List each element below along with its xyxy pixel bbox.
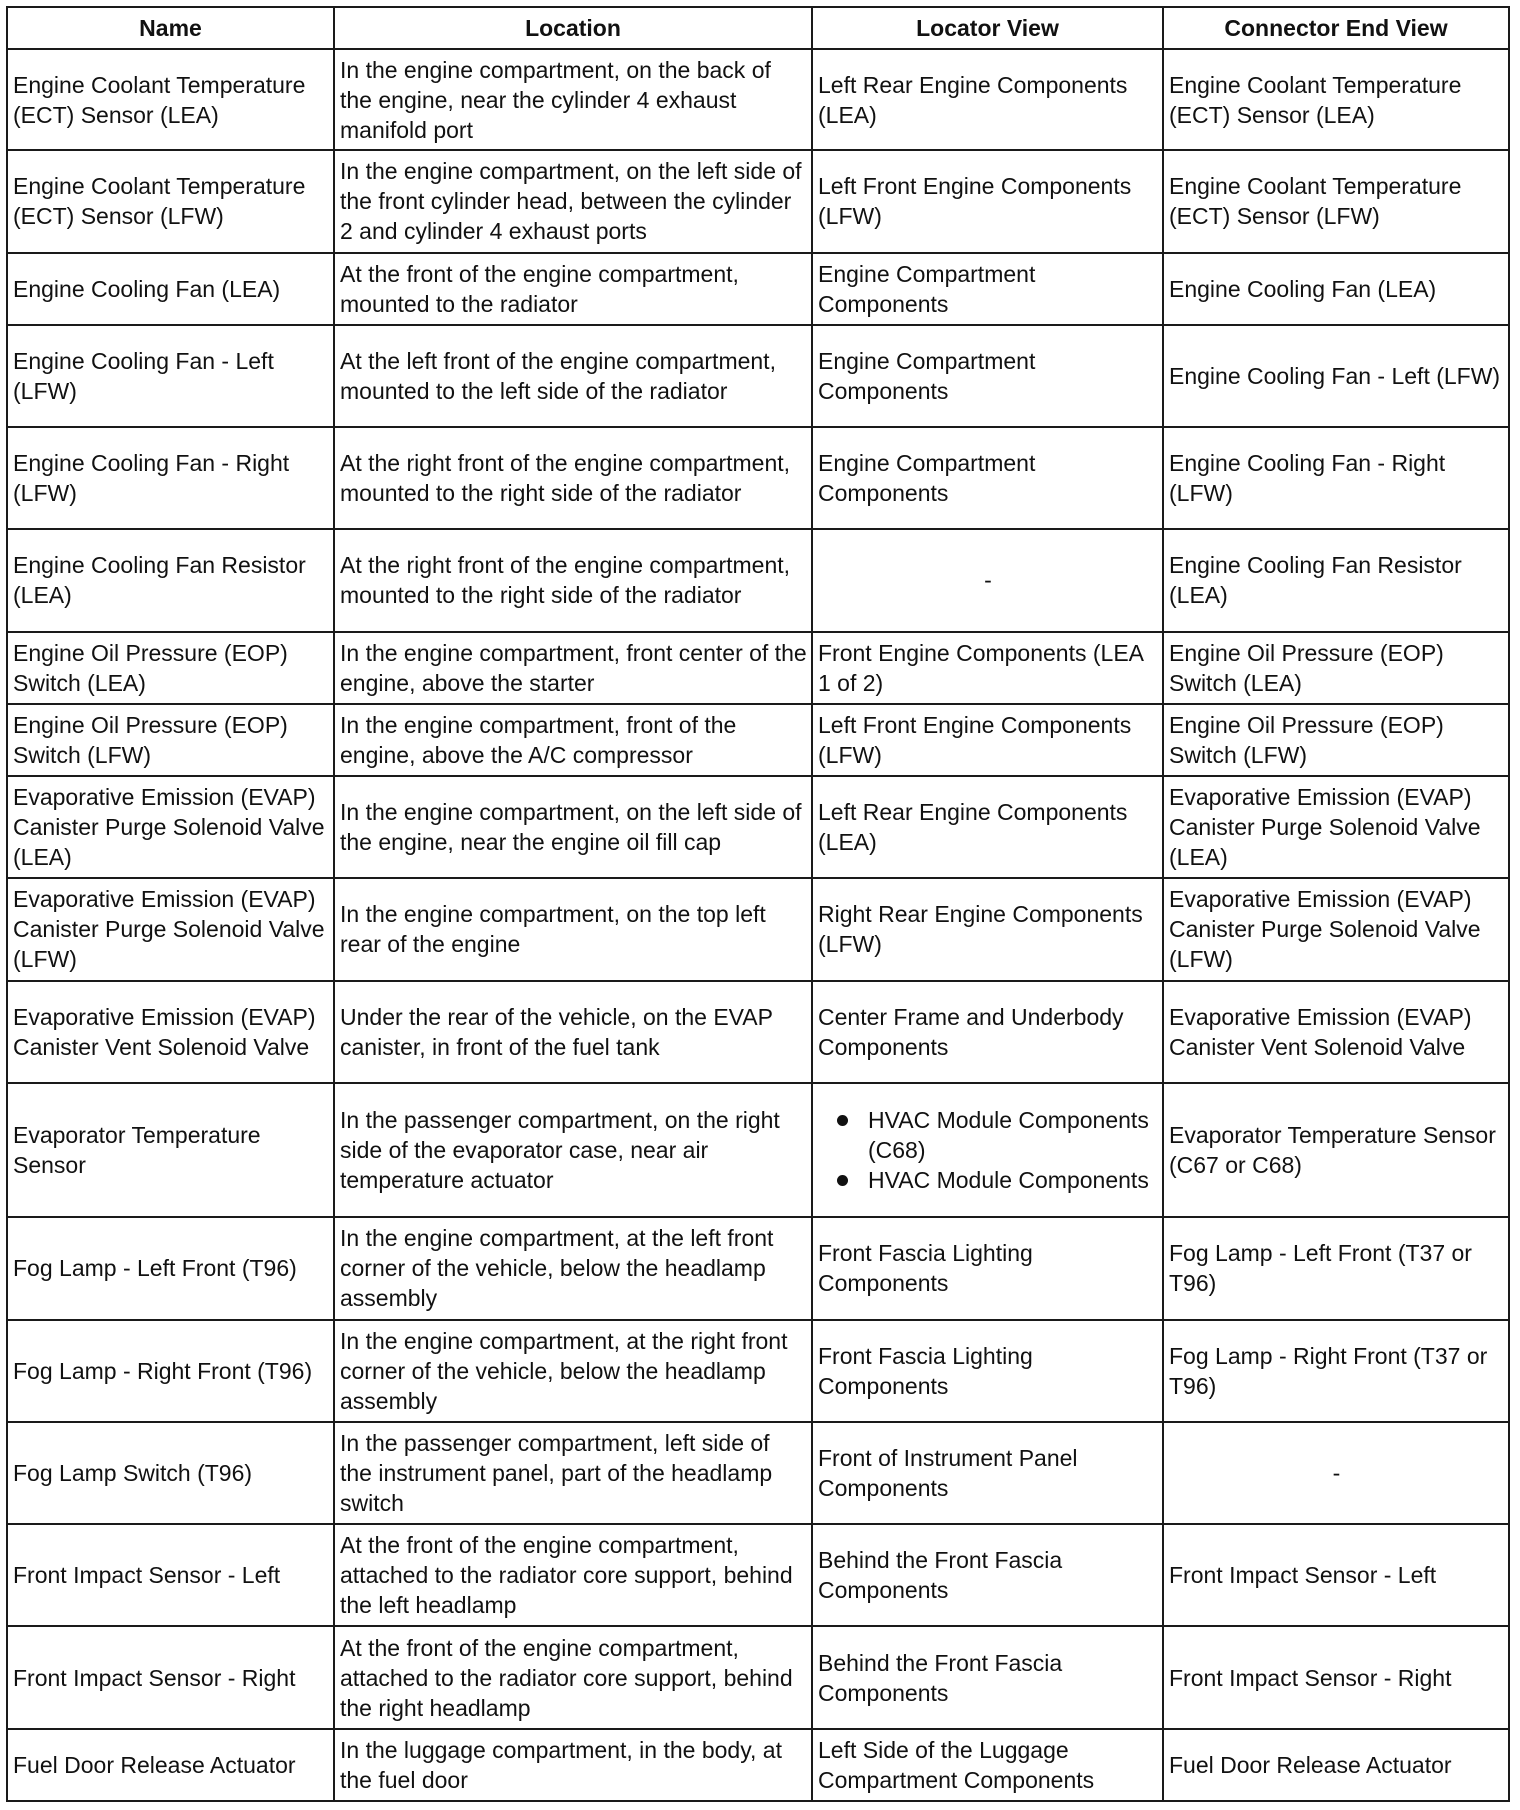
- cell-name: Fog Lamp - Right Front (T96): [7, 1320, 334, 1422]
- cell-connector-end-view: Fog Lamp - Right Front (T37 or T96): [1163, 1320, 1509, 1422]
- table-row: [7, 878, 1509, 980]
- cell-name: Engine Coolant Temperature (ECT) Sensor (LFW): [7, 150, 334, 252]
- cell-name: Engine Coolant Temperature (ECT) Sensor (LEA): [7, 49, 334, 150]
- cell-location: In the engine compartment, on the top left rear of the engine: [334, 878, 812, 980]
- list-item: HVAC Module Components: [834, 1165, 1158, 1195]
- table-row: [7, 150, 1509, 252]
- cell-connector-end-view: Engine Cooling Fan Resistor (LEA): [1163, 529, 1509, 631]
- cell-location: At the front of the engine compartment, attached to the radiator core support, behind the right headlamp: [334, 1626, 812, 1728]
- locator-view-list: [818, 1105, 1158, 1195]
- header-connector-end-view: Connector End View: [1163, 7, 1509, 49]
- cell-name: Evaporative Emission (EVAP) Canister Purge Solenoid Valve (LEA): [7, 776, 334, 878]
- cell-location: In the luggage compartment, in the body, at the fuel door: [334, 1729, 812, 1801]
- cell-location: In the engine compartment, at the left front corner of the vehicle, below the headlamp assembly: [334, 1217, 812, 1319]
- table-row: [7, 253, 1509, 325]
- table-row: [7, 632, 1509, 704]
- cell-locator-view: Engine Compartment Components: [812, 427, 1163, 529]
- cell-locator-view: Left Front Engine Components (LFW): [812, 150, 1163, 252]
- table-row: [7, 704, 1509, 776]
- cell-connector-end-view: Engine Oil Pressure (EOP) Switch (LFW): [1163, 704, 1509, 776]
- cell-connector-end-view: Fog Lamp - Left Front (T37 or T96): [1163, 1217, 1509, 1319]
- cell-locator-view: Left Side of the Luggage Compartment Components: [812, 1729, 1163, 1801]
- table-row: [7, 1083, 1509, 1217]
- cell-locator-view: Front of Instrument Panel Components: [812, 1422, 1163, 1524]
- cell-location: In the engine compartment, at the right front corner of the vehicle, below the headlamp assembly: [334, 1320, 812, 1422]
- cell-location: In the engine compartment, on the left side of the engine, near the engine oil fill cap: [334, 776, 812, 878]
- cell-connector-end-view: Evaporative Emission (EVAP) Canister Vent Solenoid Valve: [1163, 981, 1509, 1083]
- cell-locator-view: Left Rear Engine Components (LEA): [812, 49, 1163, 150]
- cell-connector-end-view: Engine Cooling Fan - Right (LFW): [1163, 427, 1509, 529]
- cell-connector-end-view: Engine Coolant Temperature (ECT) Sensor (LEA): [1163, 49, 1509, 150]
- header-location: Location: [334, 7, 812, 49]
- header-name: Name: [7, 7, 334, 49]
- cell-location: In the engine compartment, on the back of the engine, near the cylinder 4 exhaust manifold port: [334, 49, 812, 150]
- table-row: [7, 1626, 1509, 1728]
- cell-name: Evaporative Emission (EVAP) Canister Purge Solenoid Valve (LFW): [7, 878, 334, 980]
- cell-name: Fog Lamp - Left Front (T96): [7, 1217, 334, 1319]
- cell-locator-view: -: [812, 529, 1163, 631]
- cell-connector-end-view: Engine Cooling Fan (LEA): [1163, 253, 1509, 325]
- cell-name: Front Impact Sensor - Left: [7, 1524, 334, 1626]
- table-row: [7, 427, 1509, 529]
- cell-location: In the passenger compartment, left side of the instrument panel, part of the headlamp switch: [334, 1422, 812, 1524]
- header-locator-view: Locator View: [812, 7, 1163, 49]
- cell-connector-end-view: Evaporative Emission (EVAP) Canister Purge Solenoid Valve (LEA): [1163, 776, 1509, 878]
- cell-connector-end-view: Evaporator Temperature Sensor (C67 or C68): [1163, 1083, 1509, 1217]
- component-locator-sheet: [6, 6, 1508, 1802]
- header-row: [7, 7, 1509, 49]
- cell-name: Engine Cooling Fan (LEA): [7, 253, 334, 325]
- cell-locator-view: [812, 1083, 1163, 1217]
- cell-connector-end-view: Front Impact Sensor - Right: [1163, 1626, 1509, 1728]
- cell-locator-view: Front Fascia Lighting Components: [812, 1320, 1163, 1422]
- cell-name: Evaporative Emission (EVAP) Canister Vent Solenoid Valve: [7, 981, 334, 1083]
- table-row: [7, 1524, 1509, 1626]
- table-row: [7, 325, 1509, 427]
- cell-location: In the engine compartment, on the left side of the front cylinder head, between the cylinder 2 and cylinder 4 exhaust ports: [334, 150, 812, 252]
- cell-name: Engine Oil Pressure (EOP) Switch (LEA): [7, 632, 334, 704]
- cell-locator-view: Front Engine Components (LEA 1 of 2): [812, 632, 1163, 704]
- cell-connector-end-view: Evaporative Emission (EVAP) Canister Purge Solenoid Valve (LFW): [1163, 878, 1509, 980]
- cell-location: At the right front of the engine compartment, mounted to the right side of the radiator: [334, 427, 812, 529]
- cell-name: Fog Lamp Switch (T96): [7, 1422, 334, 1524]
- cell-location: At the front of the engine compartment, attached to the radiator core support, behind the left headlamp: [334, 1524, 812, 1626]
- cell-locator-view: Right Rear Engine Components (LFW): [812, 878, 1163, 980]
- cell-name: Front Impact Sensor - Right: [7, 1626, 334, 1728]
- table-row: [7, 1729, 1509, 1801]
- cell-locator-view: Left Rear Engine Components (LEA): [812, 776, 1163, 878]
- table-row: [7, 1320, 1509, 1422]
- cell-connector-end-view: -: [1163, 1422, 1509, 1524]
- cell-location: Under the rear of the vehicle, on the EVAP canister, in front of the fuel tank: [334, 981, 812, 1083]
- cell-location: At the right front of the engine compartment, mounted to the right side of the radiator: [334, 529, 812, 631]
- table-row: [7, 1217, 1509, 1319]
- cell-name: Evaporator Temperature Sensor: [7, 1083, 334, 1217]
- cell-locator-view: Engine Compartment Components: [812, 325, 1163, 427]
- cell-location: At the left front of the engine compartment, mounted to the left side of the radiator: [334, 325, 812, 427]
- table-row: [7, 49, 1509, 150]
- cell-connector-end-view: Fuel Door Release Actuator: [1163, 1729, 1509, 1801]
- cell-connector-end-view: Engine Cooling Fan - Left (LFW): [1163, 325, 1509, 427]
- cell-location: In the passenger compartment, on the right side of the evaporator case, near air temperature actuator: [334, 1083, 812, 1217]
- cell-connector-end-view: Engine Oil Pressure (EOP) Switch (LEA): [1163, 632, 1509, 704]
- cell-locator-view: Front Fascia Lighting Components: [812, 1217, 1163, 1319]
- cell-name: Engine Cooling Fan Resistor (LEA): [7, 529, 334, 631]
- cell-locator-view: Behind the Front Fascia Components: [812, 1626, 1163, 1728]
- cell-connector-end-view: Front Impact Sensor - Left: [1163, 1524, 1509, 1626]
- cell-location: At the front of the engine compartment, mounted to the radiator: [334, 253, 812, 325]
- cell-name: Fuel Door Release Actuator: [7, 1729, 334, 1801]
- cell-name: Engine Oil Pressure (EOP) Switch (LFW): [7, 704, 334, 776]
- cell-locator-view: Center Frame and Underbody Components: [812, 981, 1163, 1083]
- cell-locator-view: Engine Compartment Components: [812, 253, 1163, 325]
- cell-name: Engine Cooling Fan - Left (LFW): [7, 325, 334, 427]
- cell-location: In the engine compartment, front center of the engine, above the starter: [334, 632, 812, 704]
- cell-locator-view: Behind the Front Fascia Components: [812, 1524, 1163, 1626]
- cell-connector-end-view: Engine Coolant Temperature (ECT) Sensor (LFW): [1163, 150, 1509, 252]
- cell-locator-view: Left Front Engine Components (LFW): [812, 704, 1163, 776]
- table-row: [7, 529, 1509, 631]
- component-locator-table: [6, 6, 1510, 1802]
- cell-location: In the engine compartment, front of the engine, above the A/C compressor: [334, 704, 812, 776]
- cell-name: Engine Cooling Fan - Right (LFW): [7, 427, 334, 529]
- table-row: [7, 981, 1509, 1083]
- list-item: HVAC Module Components (C68): [834, 1105, 1158, 1165]
- table-row: [7, 776, 1509, 878]
- table-row: [7, 1422, 1509, 1524]
